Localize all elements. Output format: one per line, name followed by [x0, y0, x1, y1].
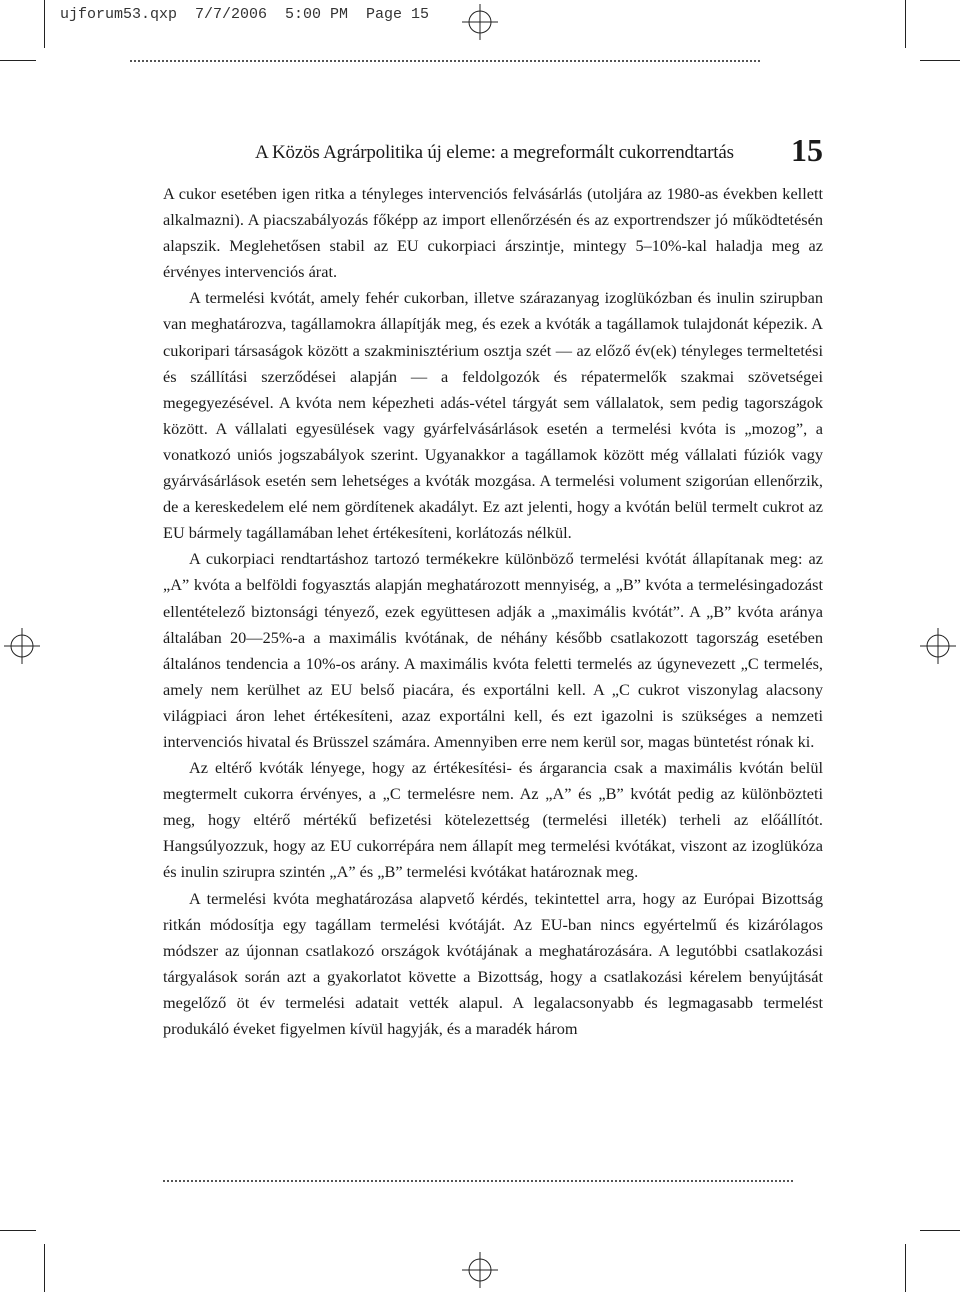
- registration-mark-right-icon: [920, 628, 956, 664]
- crop-mark-top-left-horizontal: [0, 60, 36, 61]
- crop-mark-bottom-right-horizontal: [920, 1230, 960, 1231]
- crop-mark-top-right-vertical: [905, 0, 906, 48]
- paragraph: Az eltérő kvóták lényege, hogy az értékesítési- és árgarancia csak a maximális kvótán belül megtermelt cukorra érvényes, a „C termelésre nem. Az „A” és „B” kvótát pedig az különbözteti meg, hogy eltérő mértékű befizetési kötelezettség (termelési illeték) terheli az előállítót. Hangsúlyozzuk, hogy az EU cukorrépára nem állapít meg termelési kvótákat, viszont az izoglükóza és inulin szirupra szintén „A” és „B” termelési kvótákat határoznak meg.: [163, 758, 823, 882]
- registration-mark-bottom-icon: [462, 1252, 498, 1288]
- paragraph: A cukorpiaci rendtartáshoz tartozó termékekre különböző termelési kvótát állapítanak meg: az „A” kvóta a belföldi fogyasztás alapján meghatározott mennyiség, a „B” kvóta a termelésingadozást ellentételező biztonsági tényező, ezek együttesen adják a „maximális kvótát”. A „B” kvóta aránya általában 20—25%-a a maximális kvótának, de néhány később csatlakozott tagország esetében általános tendencia a 10%-os arány. A maximális kvóta feletti termelés az úgynevezett „C termelés, amely nem kerülhet az EU belső piacára, és exportálni kell. A „C cukrot viszonylag alacsony világpiaci áron lehet értékesíteni, azaz exportálni kell, és ezt igazolni is szükséges a nemzeti intervenciós hivatal és Brüsszel számára. Amennyiben erre nem kerül sor, magas büntetést rónak ki.: [163, 549, 823, 751]
- registration-mark-left-icon: [4, 628, 40, 664]
- registration-mark-top-icon: [462, 4, 498, 40]
- paragraph: A cukor esetében igen ritka a tényleges intervenciós felvásárlás (utoljára az 1980-as években kellett alkalmazni). A piacszabályozás főképp az import ellenőrzésén és az exportrendszer jó működtetésén alapszik. Meglehetősen stabil az EU cukorpiaci árszintje, mintegy 5–10%-kal haladja meg az érvényes intervenciós árat.: [163, 184, 823, 282]
- crop-mark-bottom-left-horizontal: [0, 1230, 36, 1231]
- paragraph: A termelési kvótát, amely fehér cukorban, illetve szárazanyag izoglükózban és inulin szirupban van meghatározva, tagállamokra állapítják meg, és ezek a kvóták a tagállamok tulajdonát képezik. A cukoripari társaságok között a szakminisztérium osztja szét — az előző év(ek) tényleges termeltetési és szállítási szerződései alapján — a feldolgozók és répatermelők szakmai szövetségei megegyezésével. A kvóta nem képezheti adás-vétel tárgyát sem vállalatok, sem pedig tagországok között. A vállalati egyesülések vagy gyárfelvásárlások esetén a termelési kvóta is „mozog”, a vonatkozó uniós jogszabályok szerint. Ugyanakkor a tagállamok között még vállalati fúziók vagy gyárvásárlások esetén sem lehetséges a kvóták mozgása. A termelési volument szigorúan ellenőrzik, de a kereskedelem elé nem gördítenek akadályt. Ez azt jelenti, hogy a kvótán belül termelt cukrot az EU bármely tagállamában lehet értékesíteni, korlátozás nélkül.: [163, 288, 823, 543]
- running-title: A Közös Agrárpolitika új eleme: a megreformált cukorrendtartás: [255, 142, 734, 163]
- bottom-dotted-rule: [163, 1180, 793, 1182]
- page-header: [163, 132, 823, 168]
- crop-mark-bottom-right-vertical: [905, 1244, 906, 1292]
- body-text: [163, 181, 823, 1042]
- crop-mark-top-left-vertical: [44, 0, 45, 48]
- slug-line: ujforum53.qxp 7/7/2006 5:00 PM Page 15: [60, 6, 430, 23]
- top-dotted-rule: [130, 60, 760, 62]
- page-number: 15: [791, 132, 823, 168]
- paragraph: A termelési kvóta meghatározása alapvető kérdés, tekintettel arra, hogy az Európai Bizottság ritkán módosítja egy tagállam termelési kvótáját. Az EU-ban nincs egyértelmű és kizárólagos módszer az újonnan csatlakozó országok kvótájának a meghatározására. A legutóbbi csatlakozási tárgyalások során azt a gyakorlatot követte a Bizottság, hogy a csatlakozási kérelem benyújtását megelőző öt év termelési adatait vették alapul. A legalacsonyabb és legmagasabb termelést produkáló éveket figyelmen kívül hagyják, és a maradék három: [163, 888, 823, 1038]
- crop-mark-bottom-left-vertical: [44, 1244, 45, 1292]
- crop-mark-top-right-horizontal: [920, 60, 960, 61]
